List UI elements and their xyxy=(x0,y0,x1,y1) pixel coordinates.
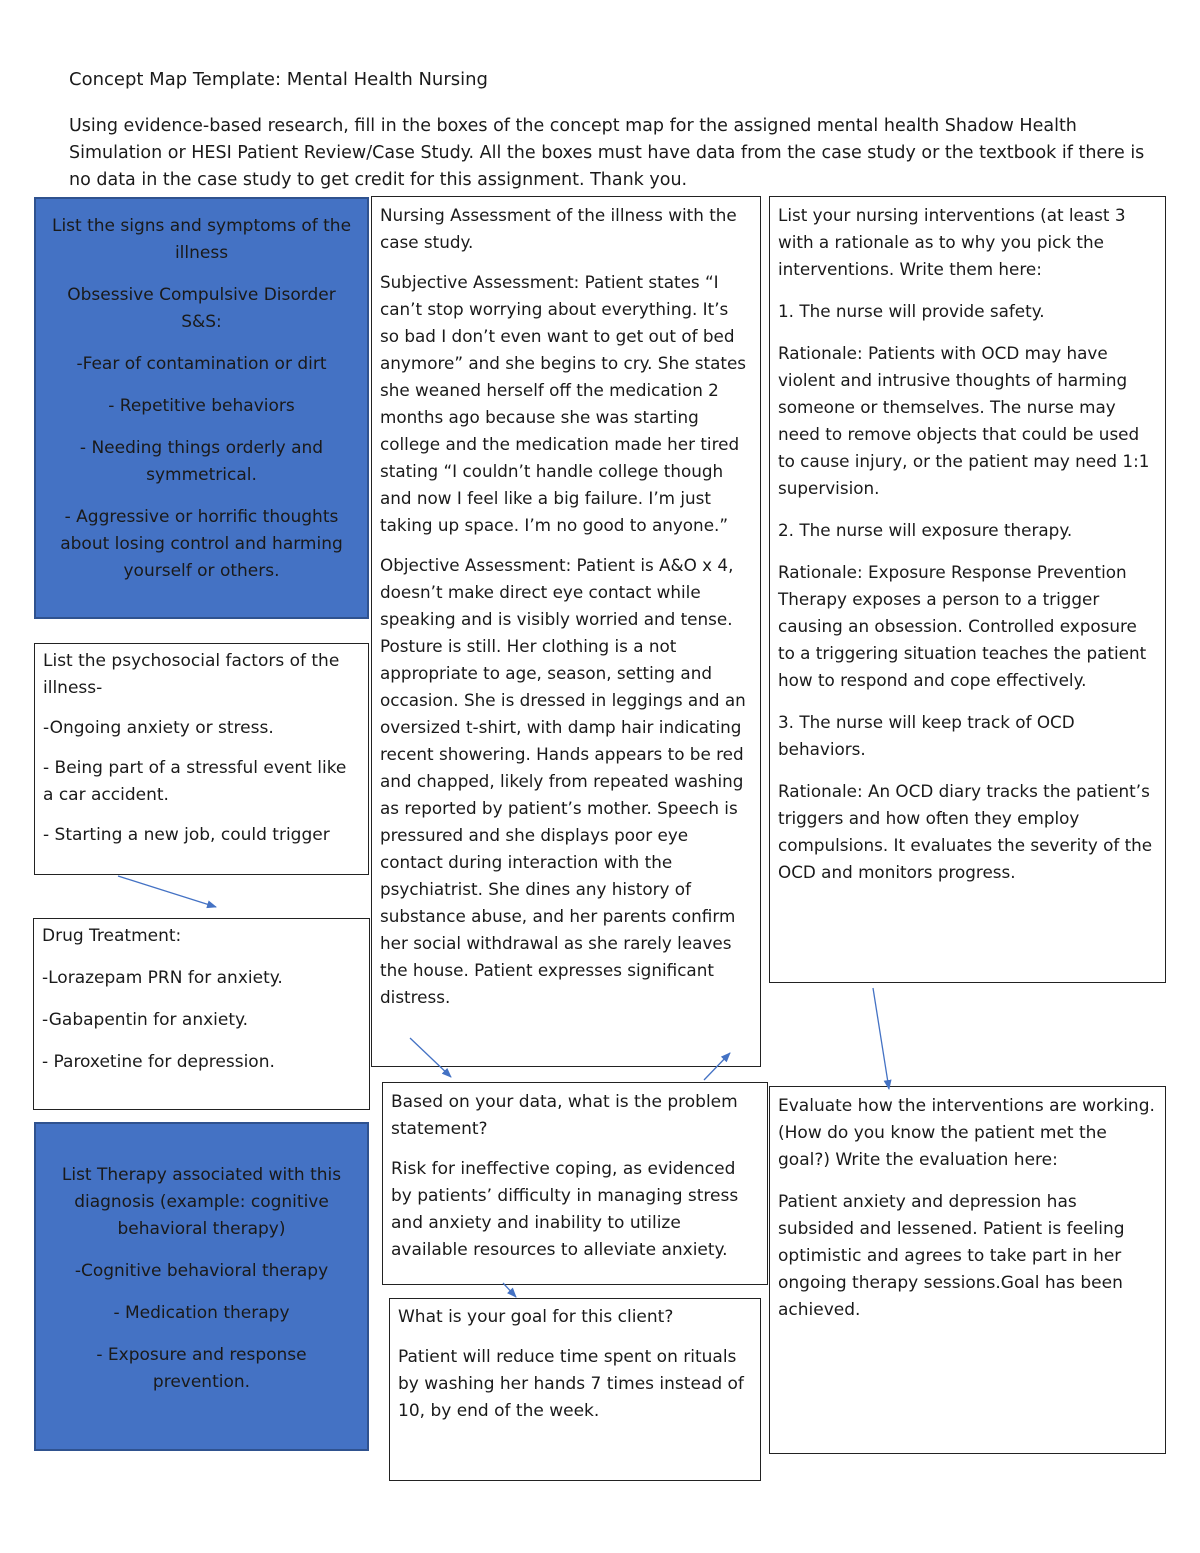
psychosocial-item: -Ongoing anxiety or stress. xyxy=(43,718,274,738)
rationale-text: Rationale: Exposure Response Prevention Therapy exposes a person to a trigger causing an obsession. Controlled exposure to a triggering situation teaches the patient how to respond and cope effectively. xyxy=(778,562,1147,690)
arrow-problem-to-goal xyxy=(503,1283,516,1297)
subjective-assessment: Subjective Assessment: Patient states “I can’t stop worrying about everything. It’s so bad I don’t even want to get out of bed anymore” and she begins to cry. She states she weaned herself off the medication 2 months ago because she was starting college and the medication made her tired stating “I couldn’t handle college though and now I feel like a big failure. I’m just taking up space. I’m no good to anyone.” xyxy=(380,272,747,535)
interventions-heading: List your nursing interventions (at least 3 with a rationale as to why you pick the interventions. Write them here: xyxy=(778,205,1126,279)
goal-text: Patient will reduce time spent on rituals by washing her hands 7 times instead of 10, by end of the week. xyxy=(398,1347,744,1421)
drug-item: -Lorazepam PRN for anxiety. xyxy=(42,968,283,988)
page-title: Concept Map Template: Mental Health Nursing xyxy=(69,69,488,90)
signs-item: - Needing things orderly and symmetrical. xyxy=(79,438,324,485)
intervention-item: 2. The nurse will exposure therapy. xyxy=(778,520,1073,540)
signs-heading: List the signs and symptoms of the illness xyxy=(51,216,352,263)
rationale-text: Rationale: An OCD diary tracks the patient’s triggers and how often they employ compulsions. It evaluates the severity of the OCD and monitors progress. xyxy=(778,781,1153,882)
problem-heading: Based on your data, what is the problem statement? xyxy=(391,1092,738,1139)
arrow-psychosocial-to-drugs xyxy=(118,876,216,907)
goal-heading: What is your goal for this client? xyxy=(398,1307,674,1327)
signs-item: -Fear of contamination or dirt xyxy=(76,354,327,374)
arrow-assessment-to-problem xyxy=(410,1038,451,1077)
signs-item: - Aggressive or horrific thoughts about losing control and harming yourself or others. xyxy=(60,507,343,581)
evaluation-text: Patient anxiety and depression has subsided and lessened. Patient is feeling optimistic and agrees to take part in her ongoing therapy sessions.Goal has been achieved. xyxy=(778,1192,1125,1320)
therapy-item: - Exposure and response prevention. xyxy=(96,1345,307,1392)
arrow-interventions-to-evaluation xyxy=(873,988,889,1089)
assessment-heading: Nursing Assessment of the illness with the case study. xyxy=(380,205,737,252)
signs-subheading: Obsessive Compulsive Disorder S&S: xyxy=(67,285,336,332)
therapy-item: - Medication therapy xyxy=(113,1303,290,1323)
problem-text: Risk for ineffective coping, as evidenced by patients’ difficulty in managing stress and anxiety and inability to utilize available resources to alleviate anxiety. xyxy=(391,1159,739,1260)
rationale-text: Rationale: Patients with OCD may have violent and intrusive thoughts of harming someone or themselves. The nurse may need to remove objects that could be used to cause injury, or the patient may need 1:1 supervision. xyxy=(778,343,1150,498)
psychosocial-item: - Starting a new job, could trigger xyxy=(43,825,330,845)
therapy-heading: List Therapy associated with this diagnosis (example: cognitive behavioral therapy) xyxy=(61,1165,342,1239)
intervention-item: 3. The nurse will keep track of OCD behaviors. xyxy=(778,712,1075,759)
arrow-problem-to-assessment xyxy=(704,1053,730,1080)
psychosocial-heading: List the psychosocial factors of the illness- xyxy=(43,651,340,698)
drug-heading: Drug Treatment: xyxy=(42,926,182,946)
intervention-item: 1. The nurse will provide safety. xyxy=(778,301,1045,321)
signs-item: - Repetitive behaviors xyxy=(108,396,295,416)
drug-item: -Gabapentin for anxiety. xyxy=(42,1010,249,1030)
drug-item: - Paroxetine for depression. xyxy=(42,1052,275,1072)
instructions-text: Using evidence-based research, fill in the boxes of the concept map for the assigned mental health Shadow Health Simulation or HESI Patient Review/Case Study. All the boxes must have data from the case study or the textbook if there is no data in the case study to get credit for this assignment. Thank you. xyxy=(69,116,1145,190)
psychosocial-item: - Being part of a stressful event like a car accident. xyxy=(43,758,347,805)
evaluation-heading: Evaluate how the interventions are working. (How do you know the patient met the goal?) Write the evaluation here: xyxy=(778,1096,1155,1170)
therapy-item: -Cognitive behavioral therapy xyxy=(74,1261,329,1281)
objective-assessment: Objective Assessment: Patient is A&O x 4, doesn’t make direct eye contact while speaking and is visibly worried and tense. Posture is still. Her clothing is a not appropriate to age, season, setting and occasion. She is dressed in leggings and an oversized t-shirt, with damp hair indicating recent showering. Hands appears to be red and chapped, likely from repeated washing as reported by patient’s mother. Speech is pressured and she displays poor eye contact during interaction with the psychiatrist. She dines any history of substance abuse, and her parents confirm her social withdrawal as she rarely leaves the house. Patient expresses significant distress. xyxy=(380,555,746,1007)
